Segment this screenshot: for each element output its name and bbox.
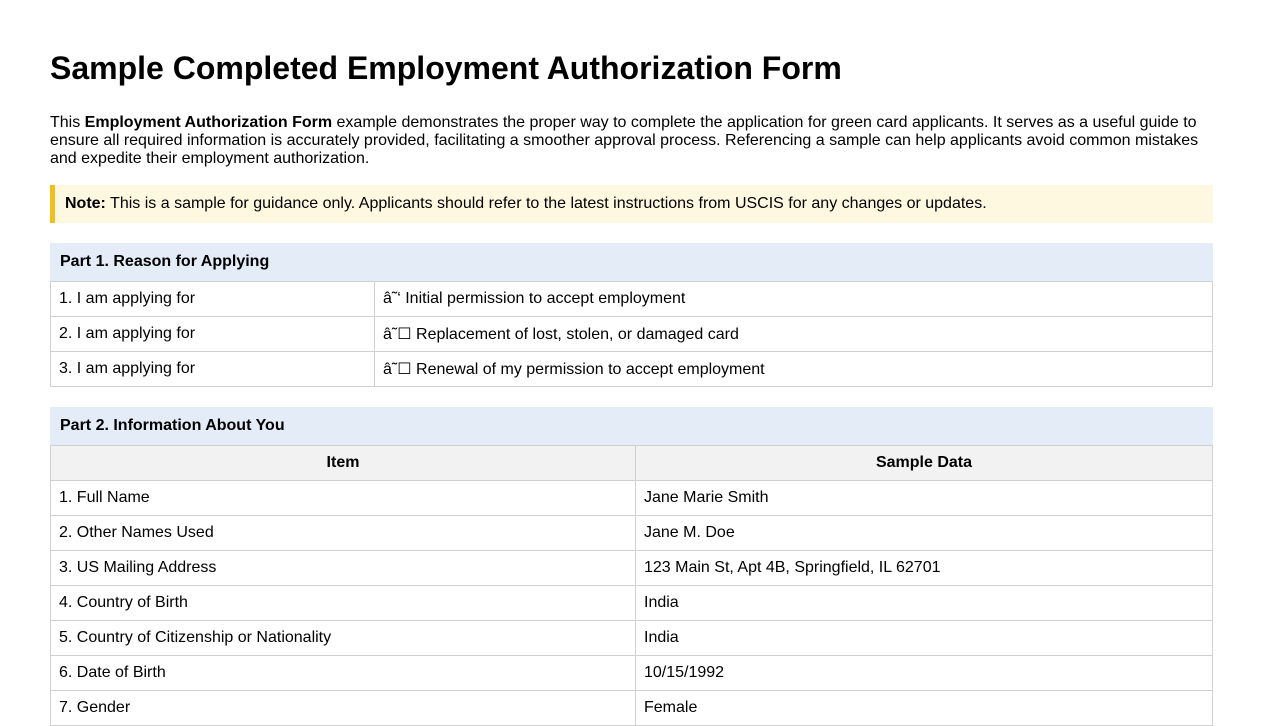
intro-bold-term: Employment Authorization Form [84, 114, 333, 131]
part1-section [50, 243, 1213, 387]
table-row [51, 317, 1213, 352]
part1-table [50, 281, 1213, 387]
table-row [51, 352, 1213, 387]
intro-paragraph [50, 114, 1213, 168]
note-label: Note: [65, 195, 106, 212]
part2-item-cell: 6. Date of Birth [51, 656, 636, 691]
part2-item-cell: 3. US Mailing Address [51, 551, 636, 586]
part2-value-cell: Jane Marie Smith [636, 481, 1213, 516]
table-row [51, 551, 1213, 586]
table-row [51, 586, 1213, 621]
part2-value-cell: Female [636, 691, 1213, 726]
table-row [51, 656, 1213, 691]
column-header-sample-data: Sample Data [636, 446, 1213, 481]
part2-value-cell: India [636, 621, 1213, 656]
part2-item-cell: 5. Country of Citizenship or Nationality [51, 621, 636, 656]
part2-title: Part 2. Information About You [50, 407, 1213, 445]
intro-prefix: This [50, 114, 85, 131]
table-row [51, 282, 1213, 317]
note-text: This is a sample for guidance only. Applicants should refer to the latest instructions from USCIS for any changes or updates. [105, 195, 987, 212]
table-row [51, 481, 1213, 516]
part2-section [50, 407, 1213, 726]
note-callout [50, 185, 1213, 223]
part1-value-cell: â˜‘ Initial permission to accept employment [375, 282, 1213, 317]
part1-title: Part 1. Reason for Applying [50, 243, 1213, 281]
part2-value-cell: India [636, 586, 1213, 621]
part2-item-cell: 4. Country of Birth [51, 586, 636, 621]
part1-value-cell: â˜☐ Replacement of lost, stolen, or damaged card [375, 317, 1213, 352]
part1-item-cell: 2. I am applying for [51, 317, 375, 352]
table-row [51, 516, 1213, 551]
table-header-row [51, 446, 1213, 481]
part2-item-cell: 1. Full Name [51, 481, 636, 516]
part2-table [50, 445, 1213, 726]
part1-item-cell: 1. I am applying for [51, 282, 375, 317]
part1-value-cell: â˜☐ Renewal of my permission to accept employment [375, 352, 1213, 387]
table-row [51, 691, 1213, 726]
part2-value-cell: Jane M. Doe [636, 516, 1213, 551]
intro-rest: example demonstrates the proper way to complete the application for green card applicants. It serves as a useful guide to ensure all required information is accurately provided, facilitating a smoother approval process. Referencing a sample can help applicants avoid common mistakes and expedite their employment authorization. [50, 114, 1199, 167]
column-header-item: Item [51, 446, 636, 481]
part2-item-cell: 7. Gender [51, 691, 636, 726]
table-row [51, 621, 1213, 656]
part1-item-cell: 3. I am applying for [51, 352, 375, 387]
part2-value-cell: 123 Main St, Apt 4B, Springfield, IL 62701 [636, 551, 1213, 586]
part2-item-cell: 2. Other Names Used [51, 516, 636, 551]
page-title: Sample Completed Employment Authorization Form [50, 50, 842, 86]
part2-value-cell: 10/15/1992 [636, 656, 1213, 691]
